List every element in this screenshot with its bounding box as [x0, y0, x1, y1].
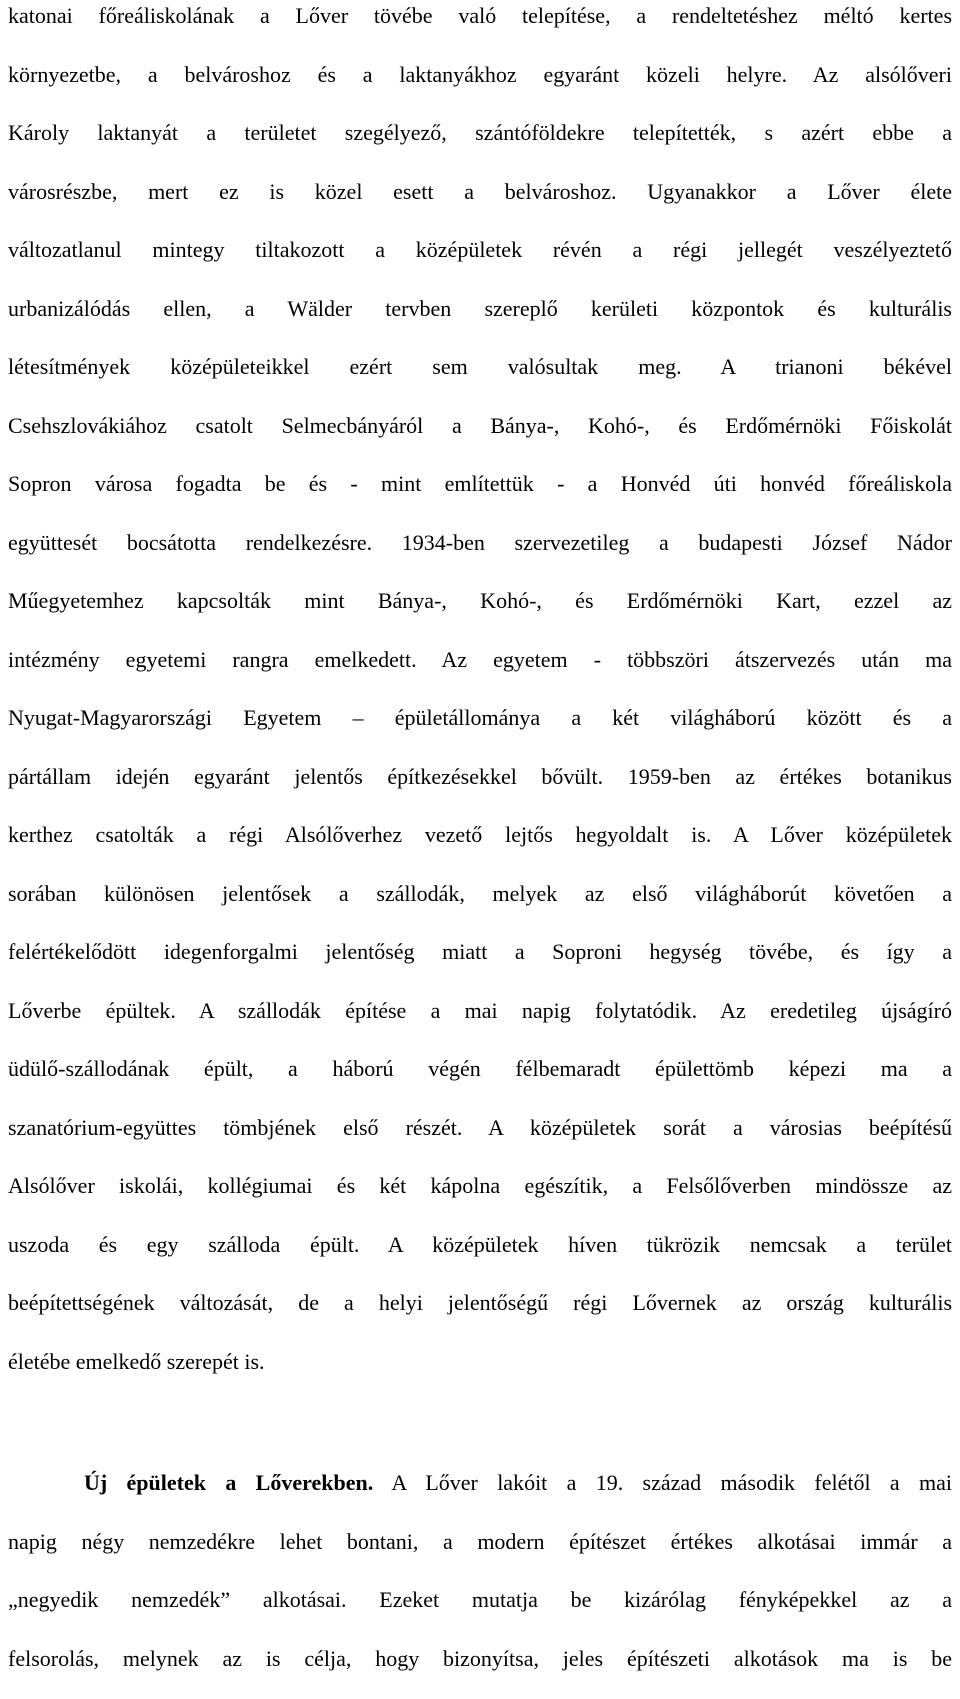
text-line: felértékelődött idegenforgalmi jelentőség miatt a Soproni hegység tövébe, és így a [8, 939, 952, 964]
text-line: Nyugat-Magyarországi Egyetem – épületállománya a két világháború között és a [8, 705, 952, 730]
text-line: sorában különösen jelentősek a szállodák, melyek az első világháborút követően a [8, 880, 952, 906]
text-line: urbanizálódás ellen, a Wälder tervben szereplő kerületi központok és kulturális [8, 295, 952, 321]
text-line: életébe emelkedő szerepét is. [8, 1348, 265, 1374]
text-line: változatlanul mintegy tiltakozott a középületek révén a régi jellegét veszélyeztető [8, 237, 952, 262]
text-line: kerthez csatolták a régi Alsólőverhez vezető lejtős hegyoldalt is. A Lőver középületek [8, 822, 952, 847]
text-line: városrészbe, mert ez is közel esett a belvároshoz. Ugyanakkor a Lőver élete [8, 178, 952, 204]
text-line: Alsólőver iskolái, kollégiumai és két kápolna egészítik, a Felsőlőverben mindössze az [8, 1173, 952, 1198]
section-heading: Új épületek a Lőverekben. [84, 1470, 374, 1495]
text-line: uszoda és egy szálloda épült. A középületek híven tükrözik nemcsak a terület [8, 1231, 952, 1257]
text-line: üdülő-szállodának épült, a háború végén félbemaradt épülettömb képezi ma a [8, 1056, 952, 1081]
text-line: felsorolás, melynek az is célja, hogy bizonyítsa, jeles építészeti alkotások ma is be [8, 1645, 952, 1671]
text-line: beépítettségének változását, de a helyi jelentőségű régi Lővernek az ország kulturális [8, 1290, 952, 1315]
text-line: intézmény egyetemi rangra emelkedett. Az egyetem - többszöri átszervezés után ma [8, 646, 952, 672]
document-page [8, 0, 952, 1699]
text-line-first [8, 1454, 952, 1513]
text-line: „negyedik nemzedék” alkotásai. Ezeket mutatja be kizárólag fényképekkel az a [8, 1587, 952, 1612]
text-line: napig négy nemzedékre lehet bontani, a modern építészet értékes alkotásai immár a [8, 1528, 952, 1554]
text-line: Lőverbe épültek. A szállodák építése a mai napig folytatódik. Az eredetileg újságíró [8, 997, 952, 1023]
text-line: környezetbe, a belvároshoz és a laktanyákhoz egyaránt közeli helyre. Az alsólőveri [8, 61, 952, 87]
text-line: Műegyetemhez kapcsolták mint Bánya-, Kohó-, és Erdőmérnöki Kart, ezzel az [8, 588, 952, 613]
text-line: szanatórium-együttes tömbjének első részét. A középületek sorát a városias beépítésű [8, 1114, 952, 1140]
text-line: létesítmények középületeikkel ezért sem valósultak meg. A trianoni békével [8, 354, 952, 379]
paragraph-1 [8, 0, 952, 1391]
paragraph-2 [8, 1454, 952, 1688]
text-line: katonai főreáliskolának a Lőver tövébe való telepítése, a rendeltetéshez méltó kertes [8, 3, 952, 28]
text-line: Sopron városa fogadta be és - mint említettük - a Honvéd úti honvéd főreáliskola [8, 471, 952, 496]
text-line: együttesét bocsátotta rendelkezésre. 1934-ben szervezetileg a budapesti József Nádor [8, 529, 952, 555]
text-line: Károly laktanyát a területet szegélyező, szántóföldekre telepítették, s azért ebbe a [8, 120, 952, 145]
text-line: pártállam idején egyaránt jelentős építkezésekkel bővült. 1959-ben az értékes botanikus [8, 763, 952, 789]
text-line: Csehszlovákiához csatolt Selmecbányáról a Bánya-, Kohó-, és Erdőmérnöki Főiskolát [8, 412, 952, 438]
text-run: A Lőver lakóit a 19. század második felétől a mai [373, 1470, 952, 1495]
